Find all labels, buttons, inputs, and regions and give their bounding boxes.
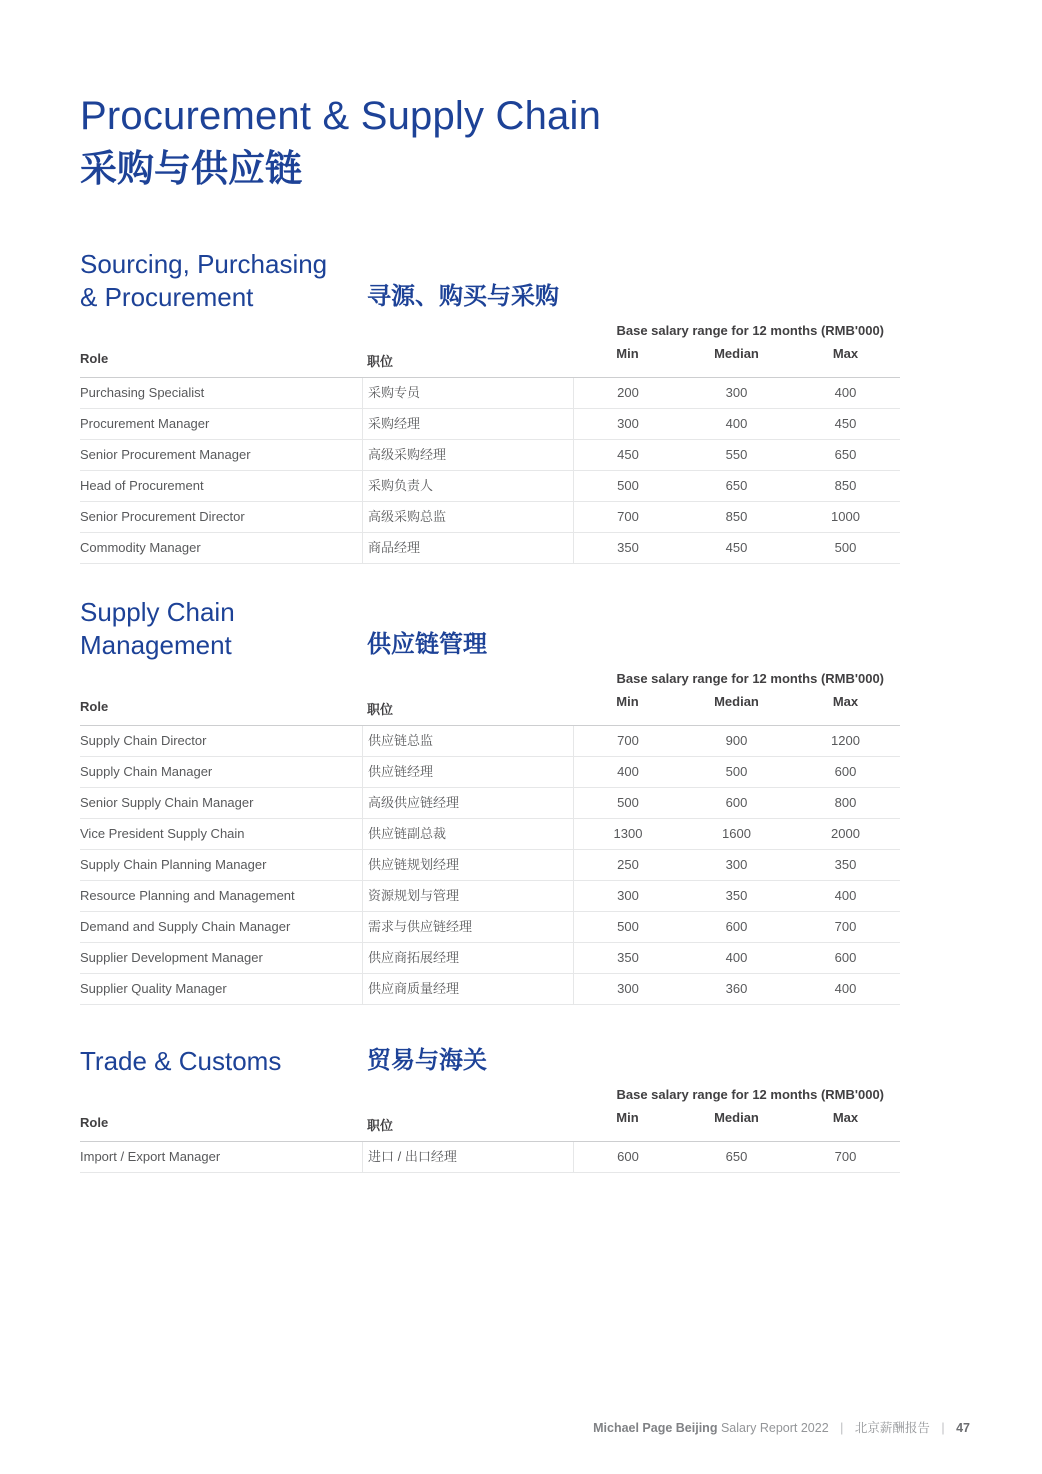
table-row [80, 819, 900, 850]
role-zh-cell: 资源规划与管理 [362, 881, 573, 911]
role-en-cell: Senior Procurement Manager [80, 446, 251, 462]
column-header-role: Role [80, 1114, 109, 1130]
column-header-median: Median [714, 1109, 759, 1125]
min-value: 350 [573, 533, 682, 563]
table-row [80, 974, 900, 1005]
max-value: 600 [834, 763, 857, 779]
column-header-role-zh: 职位 [367, 701, 394, 717]
max-value: 1000 [831, 508, 860, 524]
role-en-cell: Purchasing Specialist [80, 384, 205, 400]
table-row [80, 943, 900, 974]
max-value: 600 [834, 949, 857, 965]
section-title-en-line: Management [80, 629, 232, 660]
column-header-role-zh: 职位 [367, 353, 394, 369]
role-zh-cell: 供应链规划经理 [362, 850, 573, 880]
section-title-en [80, 596, 367, 662]
column-header-min: Min [616, 345, 639, 361]
section-trade-customs [80, 1045, 1042, 1173]
table-row [80, 502, 900, 533]
role-en-cell: Supply Chain Planning Manager [80, 856, 267, 872]
max-value: 500 [834, 539, 857, 555]
min-value: 600 [573, 1142, 682, 1172]
page-title [80, 96, 1042, 190]
median-value: 400 [725, 415, 748, 431]
max-value: 400 [834, 887, 857, 903]
max-value: 400 [834, 980, 857, 996]
role-zh-cell: 采购专员 [362, 378, 573, 408]
table-row [80, 726, 900, 757]
min-value: 500 [573, 788, 682, 818]
footer-page-number: 47 [956, 1421, 970, 1435]
min-value: 1300 [573, 819, 682, 849]
column-header-role: Role [80, 350, 109, 366]
table-row [80, 881, 900, 912]
table-header-row [80, 345, 900, 378]
max-value: 850 [834, 477, 857, 493]
max-value: 700 [834, 1148, 857, 1164]
min-value: 400 [573, 757, 682, 787]
table-row [80, 440, 900, 471]
median-value: 300 [725, 384, 748, 400]
role-en-cell: Head of Procurement [80, 477, 204, 493]
role-en-cell: Commodity Manager [80, 539, 201, 555]
median-value: 500 [725, 763, 748, 779]
section-header [80, 1045, 1042, 1078]
min-value: 300 [573, 409, 682, 439]
min-value: 200 [573, 378, 682, 408]
max-value: 800 [834, 794, 857, 810]
median-value: 1600 [722, 825, 751, 841]
max-value: 450 [834, 415, 857, 431]
role-en-cell: Supplier Development Manager [80, 949, 263, 965]
column-header-role: Role [80, 698, 109, 714]
salary-range-note: Base salary range for 12 months (RMB'000) [616, 322, 884, 338]
median-value: 600 [725, 918, 748, 934]
column-header-role-zh: 职位 [367, 1117, 394, 1133]
section-title-en-line: & Procurement [80, 281, 254, 312]
salary-table [80, 345, 900, 564]
section-title-en-line: Supply Chain [80, 596, 235, 627]
section-title-en [80, 1045, 367, 1078]
min-value: 700 [573, 726, 682, 756]
table-row [80, 1142, 900, 1173]
role-en-cell: Senior Supply Chain Manager [80, 794, 254, 810]
role-en-cell: Import / Export Manager [80, 1148, 221, 1164]
section-title-zh: 供应链管理 [367, 631, 487, 659]
role-en-cell: Supplier Quality Manager [80, 980, 227, 996]
section-supply-chain-management [80, 596, 1042, 1005]
max-value: 1200 [831, 732, 860, 748]
role-en-cell: Procurement Manager [80, 415, 210, 431]
role-en-cell: Vice President Supply Chain [80, 825, 245, 841]
section-title-en-line: Sourcing, Purchasing [80, 248, 328, 279]
min-value: 500 [573, 471, 682, 501]
min-value: 500 [573, 912, 682, 942]
median-value: 600 [725, 794, 748, 810]
section-title-en [80, 248, 367, 314]
role-zh-cell: 进口 / 出口经理 [362, 1142, 573, 1172]
column-header-median: Median [714, 345, 759, 361]
median-value: 400 [725, 949, 748, 965]
page-title-en: Procurement & Supply Chain [80, 94, 602, 138]
footer-brand: Michael Page Beijing [593, 1421, 718, 1435]
column-header-max: Max [832, 693, 859, 709]
role-en-cell: Resource Planning and Management [80, 887, 295, 903]
column-header-max: Max [832, 345, 859, 361]
role-en-cell: Supply Chain Manager [80, 763, 213, 779]
role-zh-cell: 商品经理 [362, 533, 573, 563]
section-header [80, 596, 1042, 662]
column-header-median: Median [714, 693, 759, 709]
role-zh-cell: 供应链总监 [362, 726, 573, 756]
section-header [80, 248, 1042, 314]
role-zh-cell: 高级供应链经理 [362, 788, 573, 818]
median-value: 900 [725, 732, 748, 748]
median-value: 650 [725, 477, 748, 493]
median-value: 350 [725, 887, 748, 903]
table-row [80, 850, 900, 881]
median-value: 650 [725, 1148, 748, 1164]
table-body [80, 378, 900, 564]
salary-range-note: Base salary range for 12 months (RMB'000) [616, 670, 884, 686]
table-row [80, 471, 900, 502]
median-value: 360 [725, 980, 748, 996]
column-header-min: Min [616, 693, 639, 709]
median-value: 300 [725, 856, 748, 872]
role-en-cell: Supply Chain Director [80, 732, 207, 748]
min-value: 300 [573, 974, 682, 1004]
salary-table [80, 1109, 900, 1173]
section-sourcing-purchasing-procurement [80, 248, 1042, 564]
max-value: 650 [834, 446, 857, 462]
page-footer [593, 1418, 970, 1436]
footer-report-title: Salary Report 2022 [720, 1421, 829, 1435]
min-value: 300 [573, 881, 682, 911]
role-zh-cell: 采购负责人 [362, 471, 573, 501]
role-zh-cell: 采购经理 [362, 409, 573, 439]
max-value: 350 [834, 856, 857, 872]
footer-separator: | [840, 1421, 844, 1435]
table-row [80, 912, 900, 943]
table-row [80, 378, 900, 409]
table-row [80, 409, 900, 440]
salary-table [80, 693, 900, 1005]
median-value: 850 [725, 508, 748, 524]
median-value: 550 [725, 446, 748, 462]
table-body [80, 1142, 900, 1173]
footer-separator: | [941, 1421, 945, 1435]
table-row [80, 788, 900, 819]
table-row [80, 757, 900, 788]
min-value: 250 [573, 850, 682, 880]
min-value: 700 [573, 502, 682, 532]
max-value: 700 [834, 918, 857, 934]
min-value: 350 [573, 943, 682, 973]
role-zh-cell: 需求与供应链经理 [362, 912, 573, 942]
table-row [80, 533, 900, 564]
role-zh-cell: 供应商拓展经理 [362, 943, 573, 973]
median-value: 450 [725, 539, 748, 555]
role-zh-cell: 高级采购经理 [362, 440, 573, 470]
page-title-zh: 采购与供应链 [80, 148, 302, 189]
column-header-max: Max [832, 1109, 859, 1125]
role-zh-cell: 供应链副总裁 [362, 819, 573, 849]
section-title-zh: 贸易与海关 [367, 1047, 487, 1075]
column-header-min: Min [616, 1109, 639, 1125]
section-title-zh: 寻源、购买与采购 [367, 283, 559, 311]
min-value: 450 [573, 440, 682, 470]
footer-report-title-zh: 北京薪酬报告 [854, 1421, 930, 1435]
max-value: 400 [834, 384, 857, 400]
role-zh-cell: 供应商质量经理 [362, 974, 573, 1004]
table-body [80, 726, 900, 1005]
role-en-cell: Senior Procurement Director [80, 508, 245, 524]
table-header-row [80, 693, 900, 726]
salary-range-note: Base salary range for 12 months (RMB'000) [616, 1086, 884, 1102]
section-title-en-line: Trade & Customs [80, 1045, 282, 1076]
table-header-row [80, 1109, 900, 1142]
role-en-cell: Demand and Supply Chain Manager [80, 918, 291, 934]
role-zh-cell: 高级采购总监 [362, 502, 573, 532]
role-zh-cell: 供应链经理 [362, 757, 573, 787]
max-value: 2000 [831, 825, 860, 841]
